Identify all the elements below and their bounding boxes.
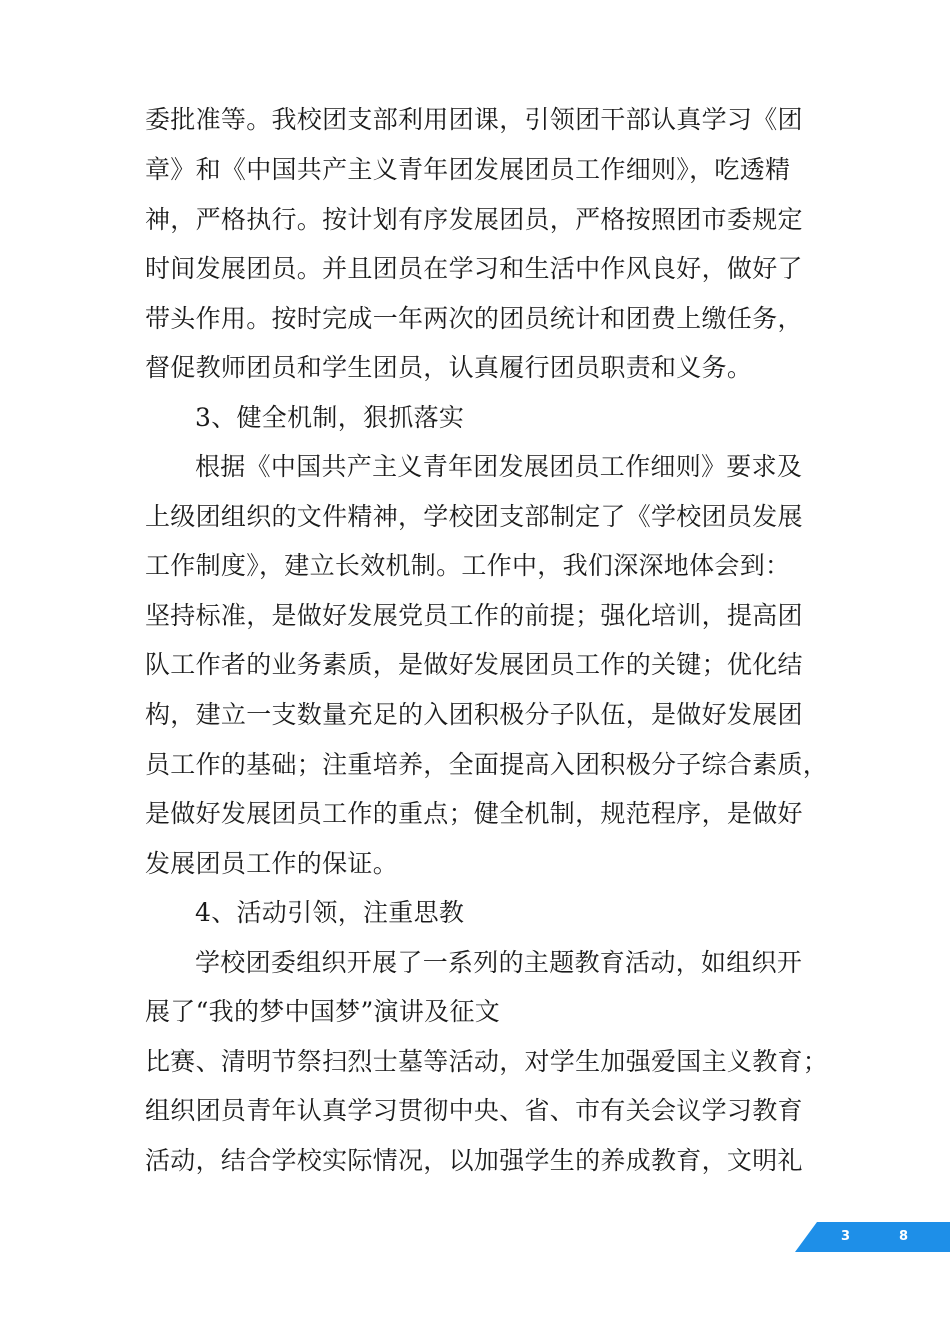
text-line: 发展团员工作的保证。	[145, 849, 399, 878]
text-line: 学校团委组织开展了一系列的主题教育活动，如组织开	[195, 948, 803, 977]
text-line: 委批准等。我校团支部利用团课，引领团干部认真学习《团	[145, 105, 803, 134]
text-line: 带头作用。按时完成一年两次的团员统计和团费上缴任务，	[145, 304, 803, 333]
text-line: 督促教师团员和学生团员，认真履行团员职责和义务。	[145, 353, 753, 382]
text-line: 展了“我的梦中国梦”演讲及征文	[145, 997, 501, 1026]
text-line: 工作制度》，建立长效机制。工作中，我们深深地体会到：	[145, 551, 791, 580]
page-badge-background	[795, 1222, 950, 1252]
text-line: 上级团组织的文件精神，学校团支部制定了《学校团员发展	[145, 502, 803, 531]
text-line: 员工作的基础；注重培养，全面提高入团积极分子综合素质，	[145, 750, 829, 779]
text-line: 组织团员青年认真学习贯彻中央、省、市有关会议学习教育	[145, 1096, 803, 1125]
text-line: 神，严格执行。按计划有序发展团员，严格按照团市委规定	[145, 205, 803, 234]
total-pages-number: 8	[899, 1229, 909, 1244]
text-line: 是做好发展团员工作的重点；健全机制，规范程序，是做好	[145, 799, 803, 828]
page-badge-shape	[795, 1222, 950, 1252]
text-line: 构，建立一支数量充足的入团积极分子队伍，是做好发展团	[145, 700, 803, 729]
text-line: 坚持标准，是做好发展党员工作的前提；强化培训，提高团	[145, 601, 803, 630]
text-line: 时间发展团员。并且团员在学习和生活中作风良好，做好了	[145, 254, 803, 283]
section-heading: 4、活动引领，注重思教	[195, 898, 465, 927]
text-line: 活动，结合学校实际情况，以加强学生的养成教育，文明礼	[145, 1146, 803, 1175]
text-line: 根据《中国共产主义青年团发展团员工作细则》要求及	[195, 452, 803, 481]
section-heading: 3、健全机制，狠抓落实	[195, 403, 465, 432]
text-line: 比赛、清明节祭扫烈士墓等活动，对学生加强爱国主义教育；	[145, 1047, 829, 1076]
page-number-badge	[795, 1222, 950, 1252]
text-line: 队工作者的业务素质，是做好发展团员工作的关键；优化结	[145, 650, 803, 679]
text-line: 章》和《中国共产主义青年团发展团员工作细则》，吃透精	[145, 155, 791, 184]
current-page-number: 3	[841, 1229, 851, 1244]
